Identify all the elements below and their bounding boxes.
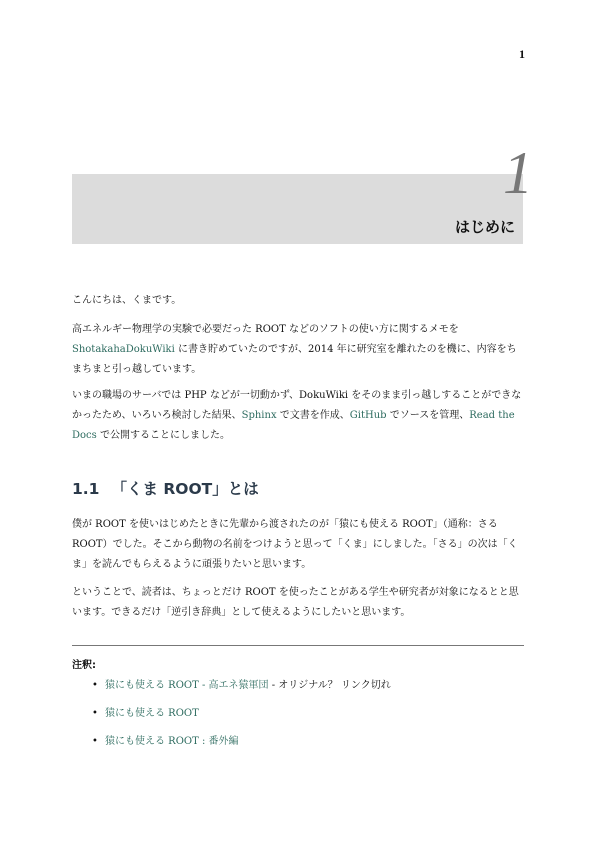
note-suffix: - オリジナル？ リンク切れ [268,680,391,691]
notes-divider [72,645,524,646]
bullet-icon: • [92,708,98,719]
note-item [92,679,391,693]
section-number: 1.1 [72,480,100,498]
notes-list [92,679,391,763]
note-link[interactable]: 猿にも使える ROOT - 高エネ猿軍団 [105,680,269,691]
intro-paragraph-migration [72,386,524,446]
intro-migration-text-4: で公開することにしました。 [96,430,230,441]
chapter-title: はじめに [454,218,515,236]
intro-paragraph-memo [72,320,524,380]
intro-migration-text-2: で文書を作成、 [276,410,350,421]
notes-label: 注釈: [72,660,96,671]
shotakaha-dokuwiki-link[interactable]: ShotakahaDokuWiki [72,344,175,355]
note-item [92,707,391,721]
intro-migration-text-3: でソースを管理、 [386,410,470,421]
section-paragraph-audience: ということで、読者は、ちょっとだけ ROOT を使ったことがある学生や研究者が対象になるとと思います。できるだけ「逆引き辞典」として使えるようにしたいと思います。 [72,587,519,618]
read-the-docs-link[interactable]: Read the Docs [72,410,515,441]
chapter-number: 1 [503,140,533,206]
page-number: 1 [519,47,525,61]
section-title: 「くま ROOT」とは [111,480,259,498]
intro-memo-text-1: 高エネルギー物理学の実験で必要だった ROOT などのソフトの使い方に関するメモを [72,324,459,335]
intro-greeting: こんにちは、くまです。 [72,295,182,306]
section-heading [72,477,259,499]
section-paragraph-origin: 僕が ROOT を使いはじめたときに先輩から渡されたのが「猿にも使える ROOT」（通称：さる ROOT）でした。そこから動物の名前をつけようと思って「くま」にしました。「さる」の次は「くま」を読んでもらえるように頑張りたいと思います。 [72,519,518,570]
sphinx-link[interactable]: Sphinx [241,410,277,421]
intro-memo-text-2: に書き貯めていたのですが、2014 年に研究室を離れたのを機に、内容をちまちまと引っ越しています。 [72,344,517,375]
github-link[interactable]: GitHub [349,410,387,421]
bullet-icon: • [92,736,98,747]
note-link[interactable]: 猿にも使える ROOT : 番外編 [105,736,239,747]
note-item [92,735,391,749]
intro-migration-text-1: いまの職場のサーバでは PHP などが一切動かず、DokuWiki をそのまま引っ越しすることができなかったため、いろいろ検討した結果、 [72,390,522,421]
note-link[interactable]: 猿にも使える ROOT [105,708,199,719]
bullet-icon: • [92,680,98,691]
